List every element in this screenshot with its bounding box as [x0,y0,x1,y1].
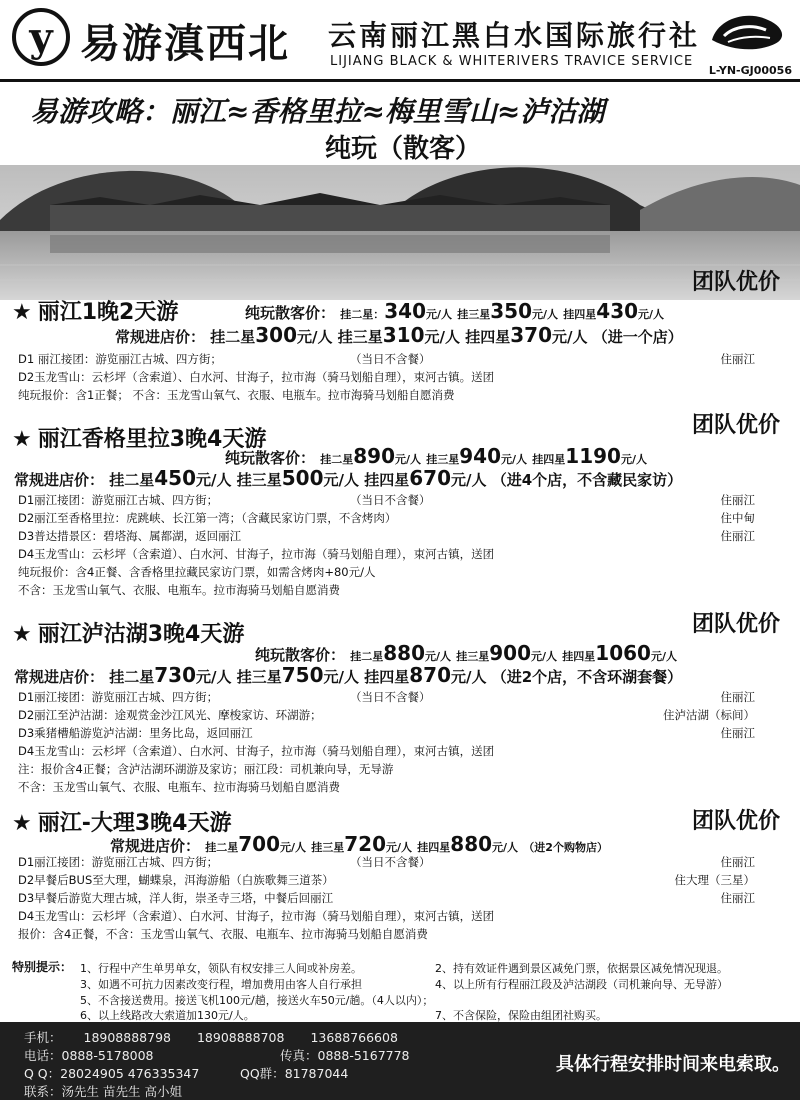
itinerary-day: 不含：玉龙雪山氧气、衣服、电瓶车、拉市海骑马划船自愿消费 [18,780,340,794]
tour-section-1 [0,265,800,405]
itinerary-note: （当日不含餐） [350,690,431,704]
itinerary-day: D3乘猪槽船游览泸沽湖：里务比岛，返回丽江 [18,726,253,740]
qq-group-row: QQ群：81787044 [240,1066,349,1081]
stay-label: 住泸沽湖（标间） [663,708,755,722]
price-line-shop: 常规进店价： 挂二星730元/人 挂三星750元/人 挂四星870元/人 （进2个店，不含环湖套餐） [14,663,683,687]
notes-label: 特别提示： [12,960,73,974]
price-line-direct: 纯玩散客价： 挂二星：340元/人 挂三星350元/人 挂四星430元/人 [245,299,665,323]
contact-footer [0,1022,800,1100]
footer-cta: 具体行程安排时间来电索取。 [556,1054,790,1075]
itinerary-day: 纯玩报价：含1正餐； 不含：玉龙雪山氧气、衣服、电瓶车。拉市海骑马划船自愿消费 [18,388,455,402]
price-line-direct: 纯玩散客价： 挂二星880元/人 挂三星900元/人 挂四星1060元/人 [255,641,677,665]
itinerary-day: D1 丽江接团：游览丽江古城、四方街； [18,352,222,366]
note-item: 6、以上线路改大索道加130元/人。 [80,1009,255,1022]
logo: y [12,8,70,66]
stay-label: 住丽江 [720,352,755,366]
itinerary-note: （当日不含餐） [350,493,431,507]
itinerary-day: D2玉龙雪山：云杉坪（含索道）、白水河、甘海子，拉市海（骑马划船自理），束河古镇。送团 [18,370,495,384]
brand-name: 易游滇西北 [80,20,290,67]
fax-number: 0888-5167778 [317,1048,410,1063]
stay-label: 住丽江 [720,529,755,543]
note-item: 1、行程中产生单男单女，领队有权安排三人间或补房差。 [80,962,362,975]
agency-emblem-icon [708,10,788,58]
itinerary-day: 注：报价含4正餐；含泸沽湖环湖游及家访；丽江段：司机兼向导，无导游 [18,762,394,776]
itinerary-day: 纯玩报价：含4正餐、含香格里拉藏民家访门票，如需含烤肉+80元/人 [18,565,376,579]
headline: 易游攻略：丽江≈香格里拉≈梅里雪山≈泸沽湖 [30,95,605,128]
itinerary-note: （当日不含餐） [350,352,431,366]
team-price-label: 团队优价 [691,809,780,834]
itinerary-day: D3早餐后游览大理古城，洋人街，崇圣寺三塔，中餐后回丽江 [18,891,334,905]
note-item: 2、持有效证件遇到景区减免门票，依据景区减免情况现退。 [435,962,728,975]
tel-row: 电话：0888-5178008 [24,1048,154,1063]
tel-number: 0888-5178008 [61,1048,154,1063]
agency-name-cn: 云南丽江黑白水国际旅行社 [328,19,701,52]
tour-title: ★ 丽江-大理3晚4天游 [12,811,232,836]
tour-title-text: 丽江泸沽湖3晚4天游 [37,622,245,647]
contact-row: 联系：汤先生 苗先生 高小姐 [24,1084,182,1099]
itinerary-note: （当日不含餐） [350,855,431,869]
tour-title: ★ 丽江1晚2天游 [12,300,179,325]
itinerary-day: 不含：玉龙雪山氧气、衣服、电瓶车。拉市海骑马划船自愿消费 [18,583,340,597]
agency-name-en: LIJIANG BLACK & WHITERIVERS TRAVICE SERVICE [330,54,694,69]
phone-number: 18908888708 [196,1030,285,1045]
itinerary-day: D2丽江至泸沽湖：途观赏金沙江风光、摩梭家访、环湖游； [18,708,322,722]
stay-label: 住丽江 [720,493,755,507]
tour-section-2 [0,408,800,598]
price-line-shop: 常规进店价： 挂二星700元/人 挂三星720元/人 挂四星880元/人 （进2个购物店） [110,832,608,856]
qq-group-number: 81787044 [284,1066,349,1081]
tour-section-3 [0,603,800,793]
note-item: 5、不含接送费用。接送飞机100元/趟，接送火车50元/趟。（4人以内）； [80,994,434,1007]
stay-label: 住丽江 [720,726,755,740]
team-price-label: 团队优价 [691,270,780,295]
qq-number: 28024905 476335347 [60,1066,200,1081]
stay-label: 住大理（三星） [674,873,755,887]
subtitle: 纯玩（散客） [325,134,482,164]
stay-label: 住中甸 [720,511,755,525]
itinerary-day: D4玉龙雪山：云杉坪（含索道）、白水河、甘海子，拉市海（骑马划船自理），束河古镇，送团 [18,547,495,561]
price-line-direct: 纯玩散客价： 挂二星890元/人 挂三星940元/人 挂四星1190元/人 [225,444,647,468]
price-line-shop: 常规进店价： 挂二星300元/人 挂三星310元/人 挂四星370元/人 （进一个店） [115,323,683,347]
stay-label: 住丽江 [720,690,755,704]
itinerary-day: D1丽江接团：游览丽江古城、四方街； [18,690,219,704]
itinerary-day: D1丽江接团：游览丽江古城、四方街； [18,855,219,869]
itinerary-day: D4玉龙雪山：云杉坪（含索道）、白水河、甘海子，拉市海（骑马划船自理），束河古镇，送团 [18,744,495,758]
qq-row: Q Q：28024905 476335347 [24,1066,200,1081]
stay-label: 住丽江 [720,891,755,905]
phone-number: 18908888798 [83,1030,171,1045]
tour-title-text: 丽江-大理3晚4天游 [37,811,232,836]
tour-title: ★ 丽江香格里拉3晚4天游 [12,427,267,452]
team-price-label: 团队优价 [691,413,780,438]
itinerary-day: D3普达措景区：碧塔海、属都湖，返回丽江 [18,529,242,543]
itinerary-day: D1丽江接团：游览丽江古城、四方街； [18,493,219,507]
team-price-label: 团队优价 [691,612,780,637]
tour-title: ★ 丽江泸沽湖3晚4天游 [12,622,245,647]
itinerary-day: D2丽江至香格里拉：虎跳峡、长江第一湾；（含藏民家访门票，不含烤肉） [18,511,397,525]
stay-label: 住丽江 [720,855,755,869]
license-number: L-YN-GJ00056 [708,64,792,77]
contact-names: 汤先生 苗先生 高小姐 [61,1084,182,1099]
price-line-shop: 常规进店价： 挂二星450元/人 挂三星500元/人 挂四星670元/人 （进4个店，不含藏民家访） [14,466,683,490]
phone-row: 手机： 18908888798 18908888708 13688766608 [24,1030,398,1045]
note-item: 4、以上所有行程丽江段及泸沽湖段（司机兼向导、无导游） [435,978,728,991]
fax-row: 传真：0888-5167778 [280,1048,410,1063]
note-item: 3、如遇不可抗力因素改变行程，增加费用由客人自行承担 [80,978,362,991]
note-item: 7、不含保险，保险由组团社购买。 [435,1009,607,1022]
tour-title-text: 丽江1晚2天游 [37,300,179,325]
itinerary-day: D4玉龙雪山：云杉坪（含索道）、白水河、甘海子，拉市海（骑马划船自理），束河古镇，送团 [18,909,495,923]
tour-title-text: 丽江香格里拉3晚4天游 [37,427,267,452]
itinerary-day: D2早餐后BUS至大理，蝴蝶泉，洱海游船（白族歌舞三道茶） [18,873,334,887]
tour-section-4 [0,798,800,948]
phone-number: 13688766608 [310,1030,398,1045]
itinerary-day: 报价：含4正餐，不含：玉龙雪山氧气、衣服、电瓶车、拉市海骑马划船自愿消费 [18,927,428,941]
header [0,0,800,82]
